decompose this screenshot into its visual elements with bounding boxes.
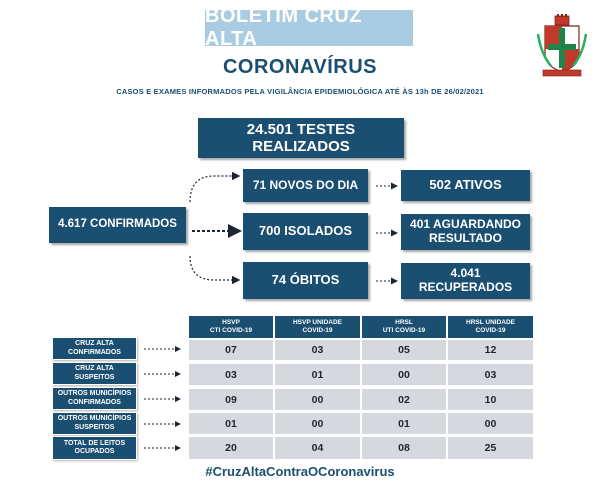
col-header-hrsl-unidade — [447, 315, 534, 339]
row-header-cruz-alta-confirmados — [52, 337, 137, 360]
table-cell: 01 — [361, 412, 447, 435]
row-header-line2: OCUPADOS — [74, 448, 115, 455]
col-header-line1: HSVP — [222, 318, 240, 326]
col-header-line1: HRSL — [395, 318, 413, 326]
new-today-box: 71 NOVOS DO DIA — [243, 169, 368, 202]
row-header-line1: CRUZ ALTA — [75, 365, 114, 373]
table-cell: 03 — [274, 339, 361, 361]
table-cell: 01 — [274, 363, 361, 386]
col-header-line1: HRSL UNIDADE — [466, 318, 515, 326]
row-header-line2: SUSPEITOS — [74, 423, 115, 431]
row-header-cruz-alta-suspeitos — [52, 362, 137, 385]
row-arrow — [144, 394, 182, 404]
col-header-line2: CTI COVID-19 — [209, 327, 253, 334]
table-cell: 04 — [274, 436, 361, 460]
tests-line2: REALIZADOS — [252, 138, 350, 155]
row-header-line2: SUSPEITOS — [74, 373, 115, 381]
row-arrow — [144, 419, 182, 429]
col-header-hsvp-cti — [188, 315, 274, 339]
active-box: 502 ATIVOS — [401, 170, 530, 201]
table-cell: 00 — [361, 363, 447, 386]
table-cell: 03 — [188, 363, 274, 386]
table-cell: 10 — [447, 388, 534, 411]
table-cell: 00 — [274, 388, 361, 411]
table-cell: 12 — [447, 339, 534, 361]
deaths-box: 74 ÓBITOS — [243, 262, 368, 299]
col-header-hsvp-unidade — [274, 315, 361, 339]
row-header-line1: OUTROS MUNICÍPIOS — [57, 415, 132, 423]
row-header-line1: OUTROS MUNICÍPIOS — [57, 390, 132, 398]
bulletin-info-line: CASOS E EXAMES INFORMADOS PELA VIGILÂNCIA EPIDEMIOLÓGICA ATÉ ÀS 13h DE 26/02/2021 — [116, 87, 484, 96]
table-cell: 07 — [188, 339, 274, 361]
tests-line1: 24.501 TESTES — [246, 120, 356, 138]
table-cell: 05 — [361, 339, 447, 361]
col-header-line2: COVID-19 — [475, 327, 506, 334]
row-header-line2: CONFIRMADOS — [68, 348, 121, 356]
row-header-line1: CRUZ ALTA — [75, 340, 114, 348]
row-header-total-leitos — [52, 436, 137, 460]
bulletin-title: BOLETIM CRUZ ALTA — [205, 10, 413, 46]
bulletin-subtitle: CORONAVÍRUS — [222, 56, 378, 78]
col-header-line1: HSVP UNIDADE — [292, 318, 342, 326]
awaiting-line2: RESULTADO — [429, 231, 502, 245]
row-header-outros-suspeitos — [52, 412, 137, 435]
table-cell: 00 — [274, 412, 361, 435]
table-cell: 25 — [447, 436, 534, 460]
col-header-line2: UTI COVID-19 — [382, 327, 426, 334]
row-header-line2: CONFIRMADOS — [68, 398, 121, 406]
arrow-to-deaths — [190, 256, 238, 280]
row-arrow — [144, 369, 182, 379]
col-header-hrsl-uti — [361, 315, 447, 339]
col-header-line2: COVID-19 — [302, 327, 333, 334]
isolated-box: 700 ISOLADOS — [243, 213, 368, 250]
recovered-line1: 4.041 — [450, 266, 481, 281]
table-cell: 09 — [188, 388, 274, 411]
campaign-hashtag: #CruzAltaContraOCoronavirus — [205, 464, 395, 479]
table-cell: 20 — [188, 436, 274, 460]
row-header-outros-confirmados — [52, 387, 137, 410]
row-arrow — [144, 443, 182, 453]
arrow-to-new-today — [190, 176, 238, 202]
recovered-line2: RECUPERADOS — [418, 280, 513, 294]
row-arrow — [144, 344, 182, 354]
row-header-line1: TOTAL DE LEITOS — [63, 439, 126, 447]
table-cell: 03 — [447, 363, 534, 386]
table-cell: 08 — [361, 436, 447, 460]
table-cell: 00 — [447, 412, 534, 435]
confirmed-box: 4.617 CONFIRMADOS — [49, 207, 186, 243]
table-cell: 02 — [361, 388, 447, 411]
awaiting-line1: 401 AGUARDANDO — [410, 217, 521, 232]
table-cell: 01 — [188, 412, 274, 435]
